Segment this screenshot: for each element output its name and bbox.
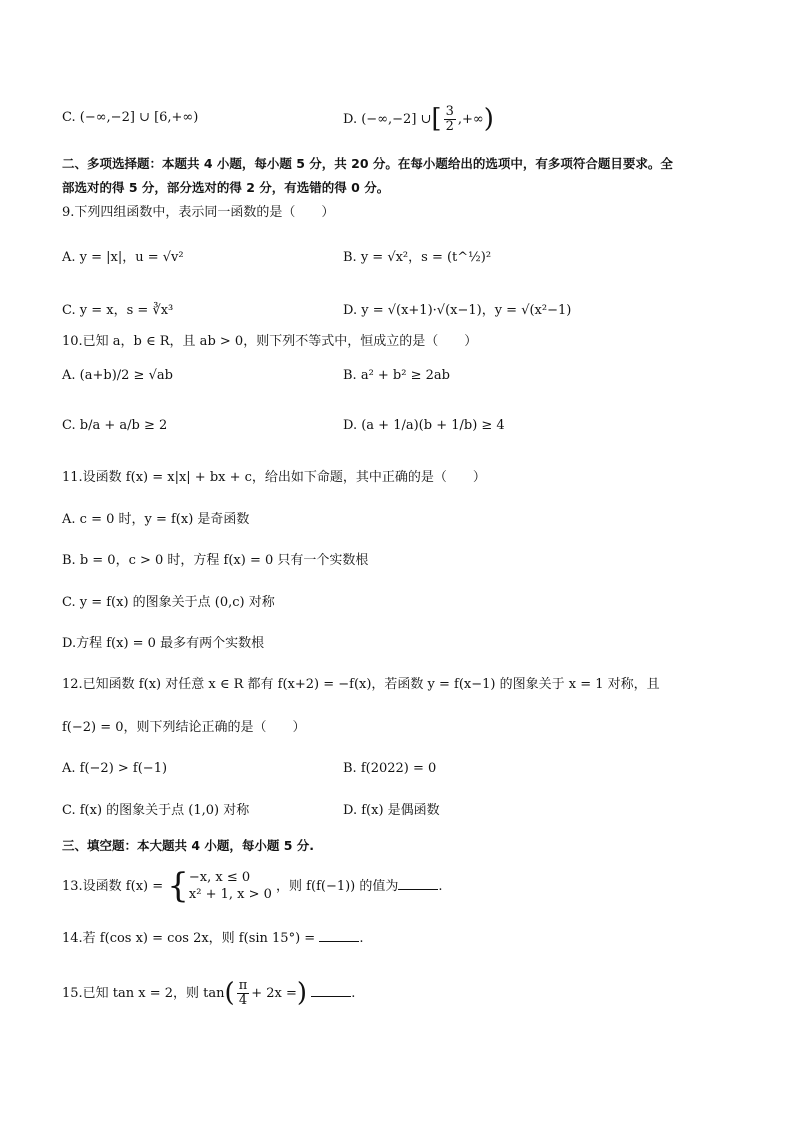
q8-option-d-fraction: $\frac{3}{2}$ — [445, 103, 454, 135]
q13-answer-blank[interactable] — [398, 879, 438, 890]
q15-prefix: 15.已知 tan x = 2，则 tan — [62, 986, 225, 1002]
q11-option-d: D.方程 f(x) = 0 最多有两个实数根 — [62, 636, 265, 651]
q11-stem: 11.设函数 f(x) = x|x| + bx + c，给出如下命题，其中正确的是（ ） — [62, 470, 486, 485]
q11-option-b: B. b = 0，c > 0 时，方程 f(x) = 0 只有一个实数根 — [62, 553, 369, 568]
q13-suffix: ，则 f(f(−1)) 的值为 — [276, 878, 399, 894]
q13-prefix: 13.设函数 f(x) = — [62, 878, 164, 894]
q13: 13.设函数 f(x) = { −x, x ≤ 0 x² + 1, x > 0 ，则 f(f(−1)) 的值为 . — [62, 866, 443, 906]
section2-heading-line2: 部选对的得 5 分，部分选对的得 2 分，有选错的得 0 分。 — [62, 180, 390, 195]
q14: 14.若 f(cos x) = cos 2x，则 f(sin 15°) = . — [62, 931, 364, 946]
q10-option-a: A. (a+b)/2 ≥ √ab — [62, 368, 173, 383]
q12-stem-line1: 12.已知函数 f(x) 对任意 x ∈ R 都有 f(x+2) = −f(x)，若函数 y = f(x−1) 的图象关于 x = 1 对称，且 — [62, 677, 660, 692]
section3-heading: 三、填空题：本大题共 4 小题，每小题 5 分. — [62, 838, 315, 853]
q14-answer-blank[interactable] — [319, 931, 359, 942]
q8-option-d-suffix: ,+∞ — [457, 112, 484, 128]
q13-piecewise: −x, x ≤ 0 x² + 1, x > 0 — [188, 869, 272, 903]
section2-heading-line1: 二、多项选择题：本题共 4 小题，每小题 5 分，共 20 分。在每小题给出的选项中，有多项符合题目要求。全 — [62, 156, 673, 171]
q11-option-c: C. y = f(x) 的图象关于点 (0,c) 对称 — [62, 595, 275, 610]
q10-stem: 10.已知 a，b ∈ R，且 ab > 0，则下列不等式中，恒成立的是（ ） — [62, 334, 478, 349]
q9-option-d: D. y = √(x+1)·√(x−1)，y = √(x²−1) — [343, 303, 572, 318]
q12-option-c: C. f(x) 的图象关于点 (1,0) 对称 — [62, 803, 250, 818]
q12-stem-line2: f(−2) = 0，则下列结论正确的是（ ） — [62, 720, 306, 735]
q9-option-a: A. y = |x|，u = √v² — [62, 250, 184, 265]
q14-text: 14.若 f(cos x) = cos 2x，则 f(sin 15°) = — [62, 931, 316, 946]
q11-option-a: A. c = 0 时，y = f(x) 是奇函数 — [62, 512, 250, 527]
q9-stem: 9.下列四组函数中，表示同一函数的是（ ） — [62, 205, 335, 220]
q8-option-d-prefix: D. (−∞,−2] ∪ — [343, 112, 432, 128]
q15-fraction: $\frac{\pi}{4}$ — [238, 977, 248, 1009]
q10-option-b: B. a² + b² ≥ 2ab — [343, 368, 450, 383]
q9-option-b: B. y = √x²，s = (t^½)² — [343, 250, 492, 265]
q12-option-d: D. f(x) 是偶函数 — [343, 803, 440, 818]
q12-option-b: B. f(2022) = 0 — [343, 761, 437, 776]
q10-option-d: D. (a + 1/a)(b + 1/b) ≥ 4 — [343, 418, 505, 433]
q10-option-c: C. b/a + a/b ≥ 2 — [62, 418, 168, 433]
q12-option-a: A. f(−2) > f(−1) — [62, 761, 168, 776]
q15-answer-blank[interactable] — [311, 986, 351, 997]
q9-option-c: C. y = x，s = ∛x³ — [62, 303, 174, 318]
q15-suffix: + 2x = — [251, 986, 297, 1002]
q8-option-d: D. (−∞,−2] ∪[ $\frac{3}{2}$ ,+∞) — [343, 103, 494, 135]
q15: 15.已知 tan x = 2，则 tan( $\frac{\pi}{4}$ + 2x =) . — [62, 977, 356, 1009]
q8-option-c: C. (−∞,−2] ∪ [6,+∞) — [62, 110, 199, 125]
